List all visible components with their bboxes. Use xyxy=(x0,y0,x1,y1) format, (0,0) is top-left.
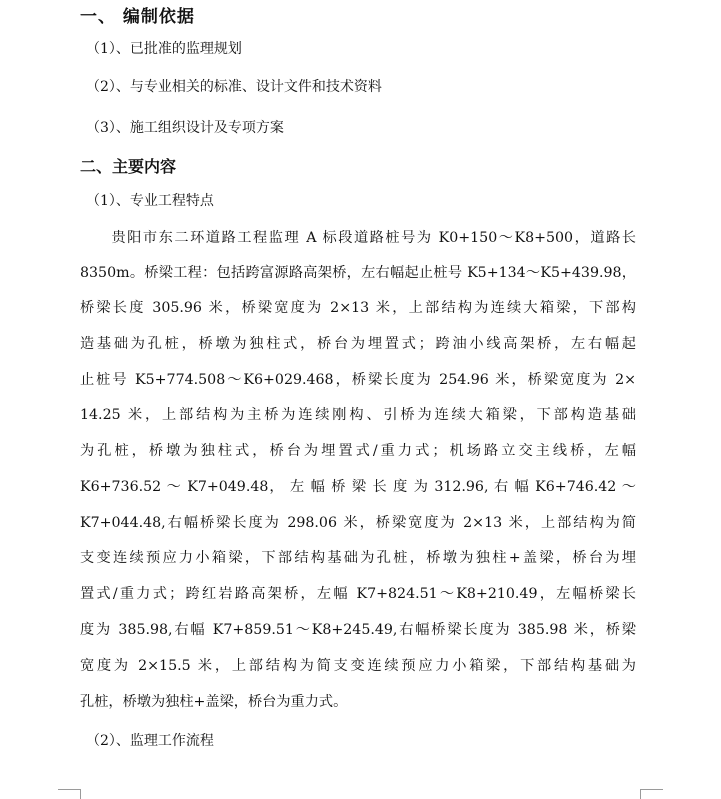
paragraph-line: 为孔桩，桥墩为独柱式，桥台为埋置式/重力式；机场路立交主线桥，左幅 xyxy=(80,443,636,459)
section1-item-2: （2）、与专业相关的标准、设计文件和技术资料 xyxy=(86,79,382,95)
paragraph-line: 造基础为孔桩，桥墩为独柱式，桥台为埋置式；跨油小线高架桥，左右幅起 xyxy=(80,336,636,352)
paragraph-line: 宽度为 2×15.5 米，上部结构为简支变连续预应力小箱梁，下部结构基础为 xyxy=(80,658,636,674)
section2-title: 二、主要内容 xyxy=(80,157,177,176)
subsection1-title: （1）、专业工程特点 xyxy=(86,193,214,209)
paragraph-line: 支变连续预应力小箱梁，下部结构基础为孔桩，桥墩为独柱+盖梁，桥台为埋 xyxy=(80,550,636,566)
section1-item-1: （1）、已批准的监理规划 xyxy=(86,41,242,57)
paragraph-line: K6+736.52 ～ K7+049.48， 左 幅 桥 梁 长 度 为 312.96, 右 幅 K6+746.42 ～ xyxy=(80,479,636,495)
page-corner-mark-right xyxy=(640,789,663,799)
page-corner-mark-left xyxy=(58,789,81,799)
paragraph-line: 置式/重力式；跨红岩路高架桥，左幅 K7+824.51～K8+210.49，左幅桥梁长 xyxy=(80,586,636,602)
paragraph-line: 14.25 米，上部结构为主桥为连续刚构、引桥为连续大箱梁，下部构造基础 xyxy=(80,407,636,423)
paragraph-line: 贵阳市东二环道路工程监理 A 标段道路桩号为 K0+150～K8+500，道路长 xyxy=(80,230,636,246)
section1-title: 一、 编制依据 xyxy=(80,7,195,27)
subsection2-title: （2）、监理工作流程 xyxy=(86,733,214,749)
paragraph-line: 度为 385.98,右幅 K7+859.51～K8+245.49,右幅桥梁长度为 385.98 米，桥梁 xyxy=(80,622,636,638)
paragraph-line: 桥梁长度 305.96 米，桥梁宽度为 2×13 米，上部结构为连续大箱梁，下部构 xyxy=(80,300,636,316)
paragraph-line: 止桩号 K5+774.508～K6+029.468，桥梁长度为 254.96 米，桥梁宽度为 2× xyxy=(80,372,636,388)
paragraph-line: K7+044.48,右幅桥梁长度为 298.06 米，桥梁宽度为 2×13 米，上部结构为简 xyxy=(80,515,636,531)
paragraph-line: 孔桩，桥墩为独柱+盖梁，桥台为重力式。 xyxy=(80,694,348,710)
paragraph-line: 8350m。桥梁工程：包括跨富源路高架桥，左右幅起止桩号 K5+134～K5+439.98， xyxy=(80,265,636,281)
section1-item-3: （3）、施工组织设计及专项方案 xyxy=(86,120,284,136)
